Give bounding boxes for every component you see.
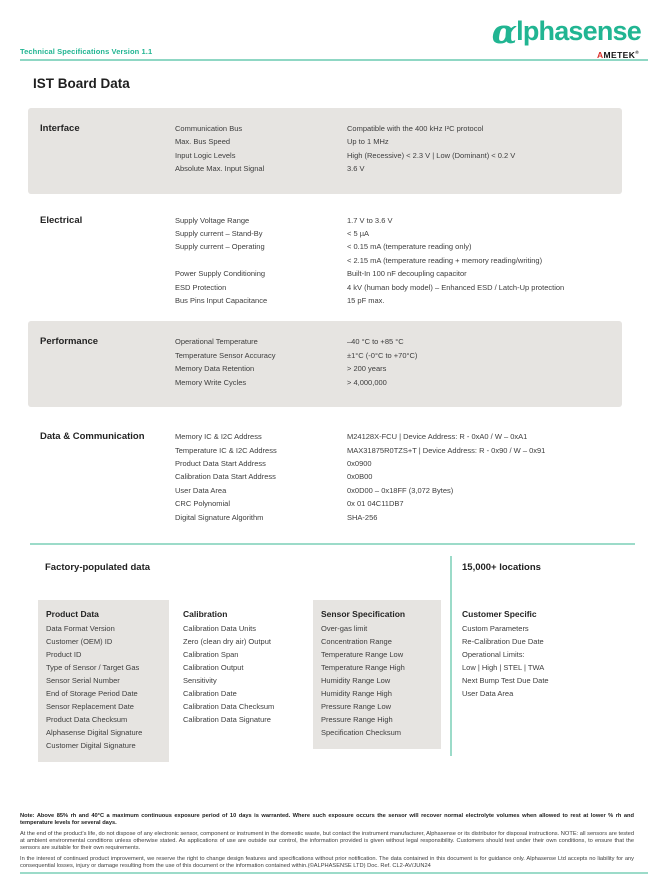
list-item: Alphasense Digital Signature (46, 728, 143, 737)
spec-name: User Data Area (175, 485, 227, 495)
spec-value: > 4,000,000 (347, 377, 387, 387)
list-item: Calibration Data Checksum (183, 702, 275, 711)
factory-data-title: Factory-populated data (45, 562, 151, 573)
column-calibration (183, 600, 309, 736)
spec-value: SHA-256 (347, 512, 378, 522)
list-item: Pressure Range Low (321, 702, 392, 711)
spec-row (175, 362, 614, 375)
spec-value: > 200 years (347, 364, 387, 374)
section-divider (30, 543, 635, 545)
spec-value: ±1°C (-0°C to +70°C) (347, 350, 418, 360)
column-customer-specific (462, 600, 628, 710)
spec-sections (28, 108, 622, 536)
spec-name: Product Data Start Address (175, 458, 266, 468)
spec-row (175, 497, 614, 510)
alpha-glyph: α (491, 12, 518, 51)
spec-row (175, 457, 614, 470)
vertical-divider (450, 556, 452, 756)
section-rows (175, 430, 614, 524)
column-product-data (38, 600, 169, 762)
column-title: Sensor Specification (321, 609, 406, 619)
registered-mark: ® (635, 50, 639, 56)
spec-name (175, 254, 347, 267)
section-label: Interface (40, 123, 80, 134)
section-performance (28, 321, 622, 407)
spec-value: Compatible with the 400 kHz I²C protocol (347, 124, 484, 133)
logo-wordmark: lphasense (516, 16, 641, 46)
section-label: Data & Communication (40, 431, 145, 443)
spec-name: Supply current – Stand-By (175, 229, 263, 239)
section-electrical (28, 202, 622, 320)
spec-value: 0x0900 (347, 458, 372, 468)
spec-name: Supply Voltage Range (175, 215, 250, 225)
spec-row (175, 135, 614, 148)
spec-value: Up to 1 MHz (347, 137, 389, 147)
spec-value: 3.6 V (347, 164, 365, 174)
footer-notes (20, 813, 634, 874)
spec-value: 0x 01 04C11DB7 (347, 499, 404, 509)
spec-row (175, 162, 614, 175)
spec-value: 0x0B00 (347, 472, 373, 482)
spec-row (175, 484, 614, 497)
spec-value: 0x0D00 – 0x18FF (3,072 Bytes) (347, 485, 454, 495)
spec-value: M24128X-FCU | Device Address: R - 0xA0 / W – 0xA1 (347, 432, 528, 442)
list-item: Over-gas limit (321, 624, 368, 633)
section-interface (28, 108, 622, 194)
spec-name: Input Logic Levels (175, 150, 236, 160)
spec-value: < 0.15 mA (temperature reading only) (347, 242, 472, 252)
list-item: Data Format Version (46, 624, 115, 633)
spec-name: Supply current – Operating (175, 242, 265, 252)
list-item: Re-Calibration Due Date (462, 637, 544, 646)
section-rows (175, 335, 614, 389)
spec-row (175, 281, 614, 294)
ametek-wordmark: METEK (603, 50, 636, 60)
list-item: Sensitivity (183, 676, 217, 685)
list-item: Calibration Span (183, 650, 239, 659)
list-item: Calibration Data Signature (183, 715, 271, 724)
spec-row (175, 214, 614, 227)
spec-row (175, 254, 614, 267)
spec-name: CRC Polynomial (175, 499, 231, 509)
footer-warranty-note: Note: Above 85% rh and 40°C a maximum continuous exposure period of 10 days is warranted. Where such exposure occurs the sensor will recover normal electrolyte volumes when allowed to rest at lower % rh and temperature levels for several days. (20, 813, 634, 827)
page-title: IST Board Data (33, 76, 130, 91)
list-item: Calibration Data Units (183, 624, 256, 633)
list-item: Type of Sensor / Target Gas (46, 663, 140, 672)
spec-name: Calibration Data Start Address (175, 472, 276, 482)
header-divider (20, 59, 648, 61)
spec-name: Communication Bus (175, 124, 243, 133)
list-item: Product Data Checksum (46, 715, 128, 724)
column-title: Customer Specific (462, 609, 537, 619)
ametek-a: A (596, 50, 604, 60)
spec-name: Digital Signature Algorithm (175, 512, 264, 522)
section-label: Performance (40, 336, 99, 348)
list-item: Pressure Range High (321, 715, 393, 724)
section-rows (175, 214, 614, 308)
spec-row (175, 294, 614, 307)
list-item: Humidity Range High (321, 689, 392, 698)
spec-row (175, 122, 614, 135)
alphasense-logo (491, 12, 641, 51)
list-item: Temperature Range High (321, 663, 405, 672)
section-label: Electrical (40, 214, 83, 226)
locations-title: 15,000+ locations (462, 562, 541, 573)
spec-row (175, 511, 614, 524)
spec-name: ESD Protection (175, 282, 227, 292)
spec-name: Absolute Max. Input Signal (175, 164, 265, 174)
spec-value: 1.7 V to 3.6 V (347, 215, 393, 225)
spec-value: 15 pF max. (347, 296, 385, 306)
section-data-communication (28, 417, 622, 536)
list-item: Sensor Replacement Date (46, 702, 134, 711)
list-item: Customer Digital Signature (46, 741, 136, 750)
spec-row (175, 227, 614, 240)
list-item: Zero (clean dry air) Output (183, 637, 271, 646)
column-title: Product Data (46, 609, 99, 619)
footer-disposal-note: At the end of the product's life, do not dispose of any electronic sensor, component or instrument in the domestic waste, but contact the instrument manufacturer, Alphasense or its distributor for disposal instructions. NOTE: all sensors are tested at ambient environmental conditions unless otherwise stated. As applications of use are outside our control, the information provided is given without legal responsibility. Customers should test under their own conditions, to ensure that the sensors are suitable for their own requirements. (20, 830, 634, 852)
list-item: Humidity Range Low (321, 676, 391, 685)
list-item: Operational Limits: (462, 650, 525, 659)
spec-name: Bus Pins Input Capacitance (175, 296, 268, 306)
column-sensor-specification (313, 600, 441, 749)
spec-row (175, 267, 614, 280)
list-item: Calibration Date (183, 689, 237, 698)
footer-disclaimer: In the interest of continued product improvement, we reserve the right to change design features and specifications without prior notification. The data contained in this document is for guidance only. Alphasense Ltd accepts no liability for any consequential losses, injury or damage resulting from the use of this document or the information contained within.(©ALPHASENSE LTD) Doc. Ref. CL2-AV/JUN24 (20, 856, 634, 870)
spec-value: Built-In 100 nF decoupling capacitor (347, 269, 467, 279)
list-item: Calibration Output (183, 663, 244, 672)
spec-value: < 5 µA (347, 229, 370, 239)
spec-name: Max. Bus Speed (175, 137, 231, 147)
list-item: Product ID (46, 650, 82, 659)
list-item: Specification Checksum (321, 728, 402, 737)
list-item: Customer (OEM) ID (46, 637, 113, 646)
spec-name: Memory Write Cycles (175, 377, 247, 387)
list-item: Custom Parameters (462, 624, 529, 633)
spec-row (175, 335, 614, 348)
spec-row (175, 376, 614, 389)
list-item: User Data Area (462, 689, 514, 698)
spec-row (175, 444, 614, 457)
list-item: Concentration Range (321, 637, 392, 646)
spec-name: Operational Temperature (175, 337, 258, 347)
spec-row (175, 240, 614, 253)
bottom-divider (20, 872, 648, 874)
spec-name: Temperature Sensor Accuracy (175, 350, 276, 360)
spec-row (175, 349, 614, 362)
spec-row (175, 430, 614, 443)
list-item: Sensor Serial Number (46, 676, 120, 685)
spec-name: Memory Data Retention (175, 364, 255, 374)
list-item: Low | High | STEL | TWA (462, 663, 545, 672)
list-item: Next Bump Test Due Date (462, 676, 549, 685)
spec-row (175, 149, 614, 162)
spec-value: MAX31875R0TZS+T | Device Address: R - 0x90 / W – 0x91 (347, 445, 546, 455)
spec-value: < 2.15 mA (temperature reading + memory reading/writing) (347, 255, 543, 265)
spec-name: Power Supply Conditioning (175, 269, 266, 279)
spec-name: Temperature IC & I2C Address (175, 445, 277, 455)
list-item: End of Storage Period Date (46, 689, 138, 698)
spec-value: High (Recessive) < 2.3 V | Low (Dominant) < 0.2 V (347, 150, 516, 160)
version-label: Technical Specifications Version 1.1 (20, 47, 153, 56)
section-rows (175, 122, 614, 176)
spec-row (175, 470, 614, 483)
list-item: Temperature Range Low (321, 650, 404, 659)
column-title: Calibration (183, 609, 228, 619)
spec-value: –40 °C to +85 °C (347, 337, 404, 347)
spec-value: 4 kV (human body model) – Enhanced ESD / Latch-Up protection (347, 282, 565, 292)
spec-name: Memory IC & I2C Address (175, 432, 262, 442)
ametek-logo (597, 50, 639, 60)
